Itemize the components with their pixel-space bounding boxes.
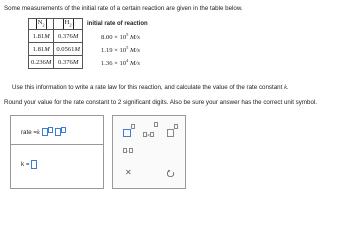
rate-constant-symbol: k — [37, 128, 40, 136]
intro-text: Some measurements of the initial rate of a certain reaction are given in the table below. — [4, 5, 243, 12]
cell-rate: $1.36 \times 10^4$ M/s — [100, 57, 140, 67]
product-button[interactable]: · — [123, 140, 133, 158]
table-row — [29, 43, 150, 56]
answer-area — [10, 115, 104, 189]
k-row — [21, 160, 37, 169]
cell-n2: 0.236M — [29, 56, 54, 69]
header-n2: $N_2$ — [29, 19, 54, 30]
cell-n2: 1.81M — [29, 43, 54, 56]
cell-h2: 0.376M — [54, 30, 83, 43]
table-header-row — [29, 19, 150, 30]
multiply-button[interactable]: × — [143, 124, 158, 142]
rate-label: rate = — [21, 128, 37, 136]
header-initial-rate: initial rate of reaction — [82, 19, 149, 30]
undo-icon — [167, 169, 175, 177]
question-rounding: Round your value for the rate constant to 2 significant digits. Also be sure your answer has the correct unit symbol. — [4, 99, 317, 106]
cell-n2: 1.81M — [29, 30, 54, 43]
rate-law-exponent-2[interactable] — [61, 127, 66, 133]
rate-law-exponent-1[interactable] — [48, 127, 53, 133]
clear-button[interactable] — [125, 168, 132, 177]
question-rate-law: Use this information to write a rate law for this reaction, and calculate the value of the rate constant k. — [12, 84, 289, 91]
exponent-button[interactable] — [167, 124, 178, 142]
cell-rate: $1.19 \times 10^5$ M/s — [100, 44, 140, 54]
x-icon: ✕ — [125, 168, 132, 177]
measurements-table — [28, 18, 150, 69]
math-palette — [112, 115, 186, 189]
undo-button[interactable] — [167, 169, 175, 177]
table-row — [29, 56, 150, 69]
cell-h2: 0.376M — [54, 56, 83, 69]
k-value-input[interactable] — [31, 160, 37, 169]
table-row — [29, 30, 150, 43]
divider — [11, 144, 103, 145]
rate-law-row — [21, 128, 66, 136]
header-h2: $H_2$ — [54, 19, 83, 30]
cell-h2: 0.0561M — [54, 43, 83, 56]
cell-rate: $8.00 \times 10^5$ M/s — [100, 31, 140, 41]
k-label: k = — [21, 161, 30, 168]
